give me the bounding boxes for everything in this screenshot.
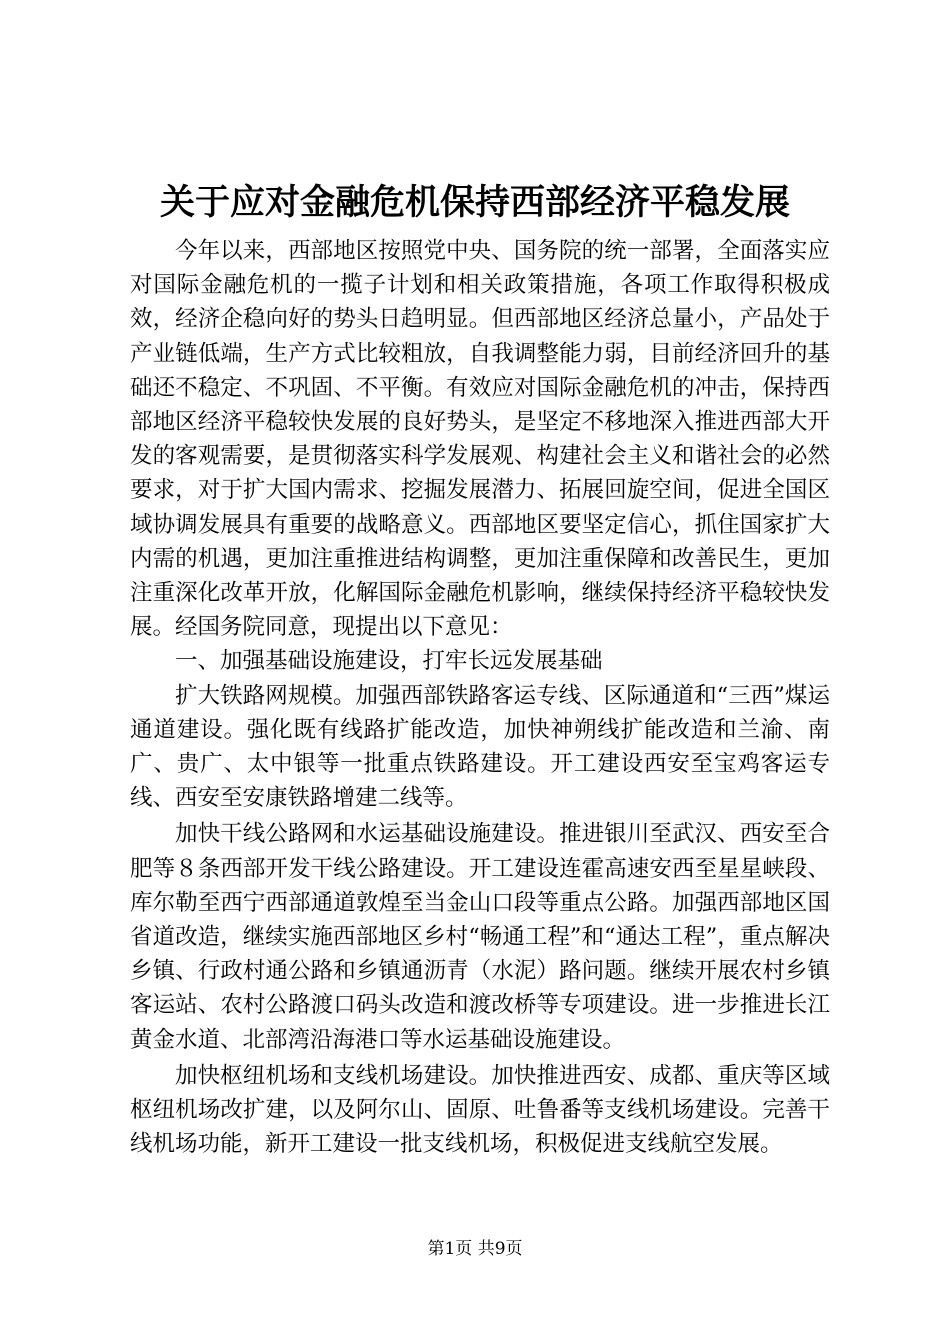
- railway-paragraph: 扩大铁路网规模。加强西部铁路客运专线、区际通道和“三西”煤运通道建设。强化既有线路扩能改造，加快神朔线扩能改造和兰渝、南广、贵广、太中银等一批重点铁路建设。开工建设西安至宝鸡客运专线、西安至安康铁路增建二线等。: [130, 682, 830, 812]
- airport-paragraph: 加快枢纽机场和支线机场建设。加快推进西安、成都、重庆等区域枢纽机场改扩建，以及阿尔山、固原、吐鲁番等支线机场建设。完善干线机场功能，新开工建设一批支线机场，积极促进支线航空发展。: [130, 1062, 830, 1158]
- document-body: [130, 234, 830, 1161]
- intro-paragraph: 今年以来，西部地区按照党中央、国务院的统一部署，全面落实应对国际金融危机的一揽子计划和相关政策措施，各项工作取得积极成效，经济企稳向好的势头日趋明显。但西部地区经济总量小，产品处于产业链低端，生产方式比较粗放，自我调整能力弱，目前经济回升的基础还不稳定、不巩固、不平衡。有效应对国际金融危机的冲击，保持西部地区经济平稳较快发展的良好势头，是坚定不移地深入推进西部大开发的客观需要，是贯彻落实科学发展观、构建社会主义和谐社会的必然要求，对于扩大国内需求、挖掘发展潜力、拓展回旋空间，促进全国区域协调发展具有重要的战略意义。西部地区要坚定信心，抓住国家扩大内需的机遇，更加注重推进结构调整，更加注重保障和改善民生，更加注重深化改革开放，化解国际金融危机影响，继续保持经济平稳较快发展。经国务院同意，现提出以下意见：: [130, 238, 830, 641]
- page-footer: 第1页 共9页: [427, 1239, 523, 1259]
- document-title: 关于应对金融危机保持西部经济平稳发展: [159, 182, 790, 223]
- section-heading: 一、加强基础设施建设，打牢长远发展基础: [175, 648, 603, 675]
- highway-paragraph: 加快干线公路网和水运基础设施建设。推进银川至武汉、西安至合肥等８条西部开发干线公路建设。开工建设连霍高速安西至星星峡段、库尔勒至西宁西部通道敦煌至当金山口段等重点公路。加强西部地区国省道改造，继续实施西部地区乡村“畅通工程”和“通达工程”，重点解决乡镇、行政村通公路和乡镇通沥青（水泥）路问题。继续开展农村乡镇客运站、农村公路渡口码头改造和渡改桥等专项建设。进一步推进长江黄金水道、北部湾沿海港口等水运基础设施建设。: [130, 821, 830, 1053]
